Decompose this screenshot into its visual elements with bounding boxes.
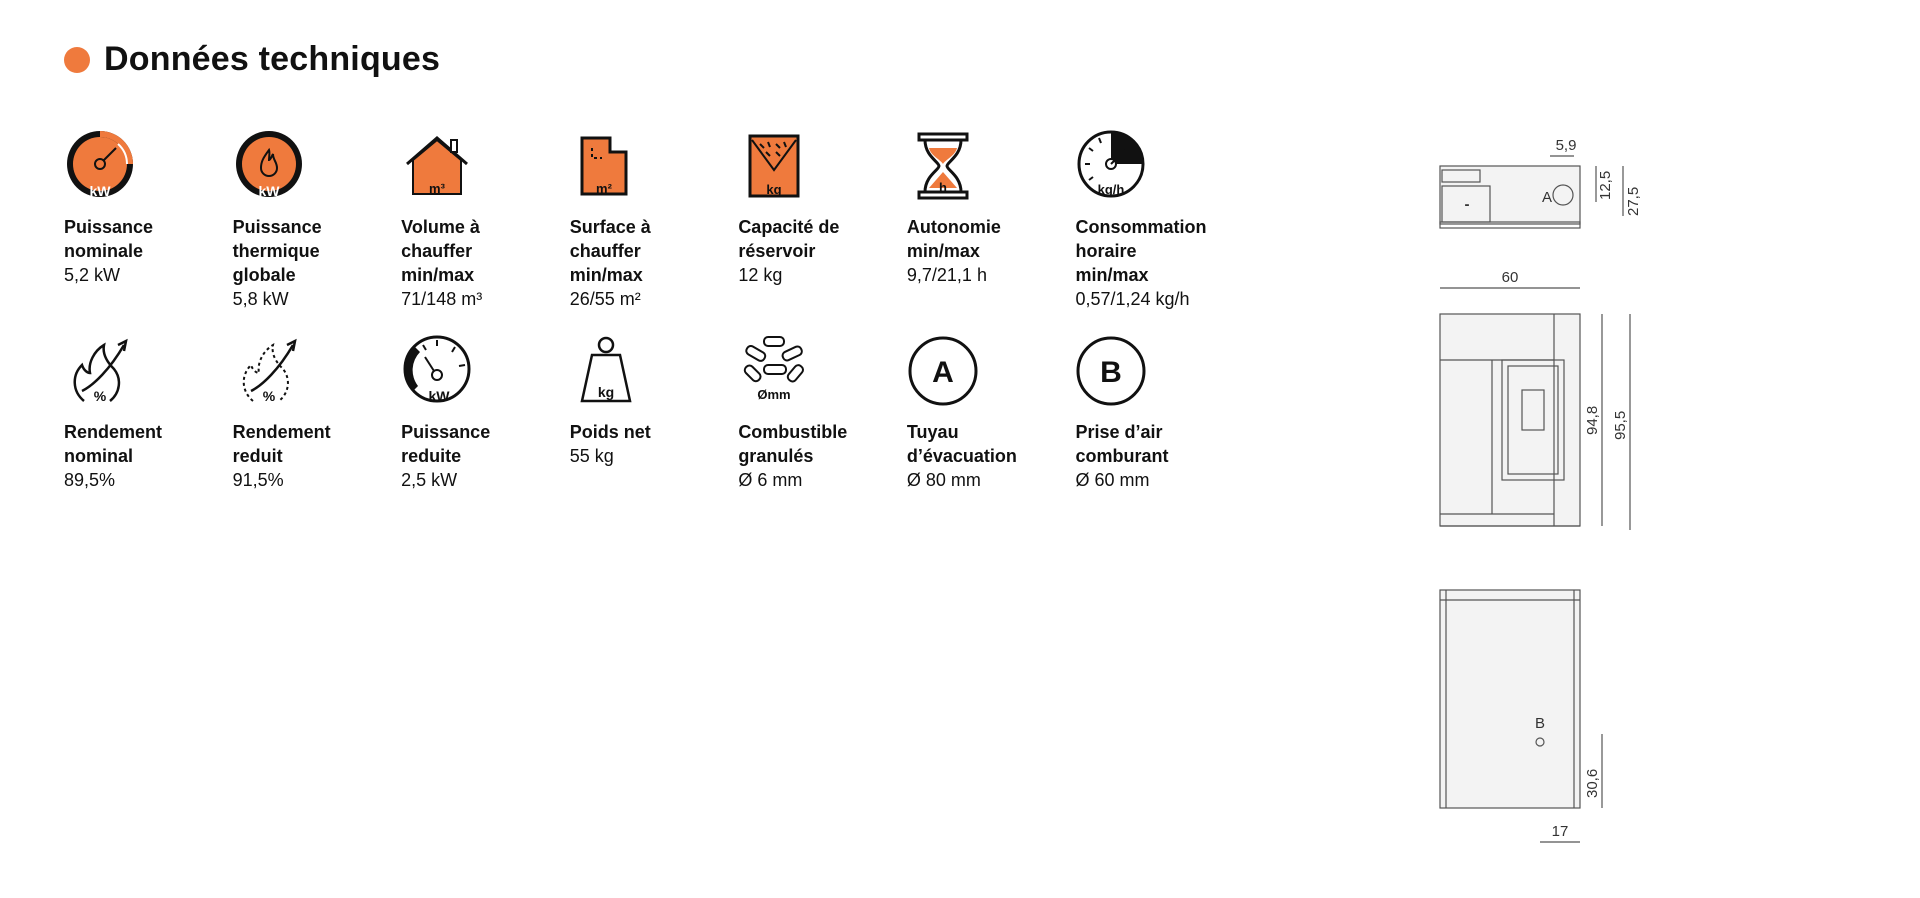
spec-consommation <box>1075 130 1244 335</box>
circle-a-icon <box>907 335 979 407</box>
spec-rendement-reduit <box>233 335 402 515</box>
house-volume-icon <box>401 130 473 202</box>
spec-value: Ø 80 mm <box>906 470 981 490</box>
svg-text:%: % <box>262 388 275 404</box>
svg-text:h: h <box>938 180 947 195</box>
spec-label: Consommation horaire min/max <box>1075 217 1207 285</box>
tank-icon <box>738 130 810 202</box>
label-a: A <box>1541 189 1553 206</box>
spec-value: 71/148 m³ <box>401 289 483 309</box>
spec-rendement-nominal <box>64 335 233 515</box>
spec-value: 5,8 kW <box>232 289 289 309</box>
svg-text:kg/h: kg/h <box>1098 182 1125 197</box>
orange-dot-icon <box>64 47 90 73</box>
spec-label: Puissance nominale <box>64 217 154 261</box>
dim-95-5: 95,5 <box>1612 410 1629 440</box>
spec-label: Puissance reduite <box>401 422 491 466</box>
label-dash: - <box>1464 196 1470 213</box>
specs-grid <box>64 130 1244 515</box>
spec-puissance-nominale <box>64 130 233 335</box>
spec-value: 12 kg <box>738 265 783 285</box>
spec-label: Rendement nominal <box>64 422 163 466</box>
spec-label: Tuyau d’évacuation <box>906 422 1017 466</box>
spec-value: 9,7/21,1 h <box>906 265 987 285</box>
spec-combustible <box>738 335 907 515</box>
specs-row-2 <box>64 335 1244 515</box>
spec-value: 89,5% <box>64 470 116 490</box>
dim-12-5: 12,5 <box>1597 170 1614 200</box>
technical-drawings <box>1420 130 1650 850</box>
spec-tuyau-evacuation <box>907 335 1076 515</box>
svg-text:B: B <box>1100 356 1123 389</box>
spec-reservoir <box>738 130 907 335</box>
reduced-power-gauge-icon <box>401 335 473 407</box>
pellets-icon <box>738 335 810 407</box>
section-header <box>64 40 440 79</box>
back-view-drawing <box>1440 590 1602 842</box>
spec-volume <box>401 130 570 335</box>
spec-puissance-thermique <box>233 130 402 335</box>
spec-label: Autonomie min/max <box>906 217 1001 261</box>
efficiency-flame-icon <box>64 335 136 407</box>
svg-text:m²: m² <box>595 181 612 196</box>
kw-gauge-icon <box>64 130 136 202</box>
spec-autonomie <box>907 130 1076 335</box>
dim-27-5: 27,5 <box>1625 186 1642 216</box>
dim-17: 17 <box>1551 823 1569 840</box>
hourglass-icon <box>907 130 979 202</box>
svg-text:kW: kW <box>258 183 280 199</box>
reduced-efficiency-icon <box>233 335 305 407</box>
floor-surface-icon <box>570 130 642 202</box>
spec-surface <box>570 130 739 335</box>
spec-label: Surface à chauffer min/max <box>569 217 651 285</box>
spec-value: Ø 6 mm <box>738 470 803 490</box>
front-view-drawing <box>1440 314 1630 530</box>
svg-text:Ømm: Ømm <box>757 387 791 402</box>
svg-text:kg: kg <box>766 182 782 197</box>
svg-text:kW: kW <box>89 183 111 199</box>
spec-label: Prise d’air comburant <box>1075 422 1169 466</box>
dim-94-8: 94,8 <box>1584 405 1601 435</box>
spec-label: Rendement reduit <box>232 422 331 466</box>
dim-30-6: 30,6 <box>1584 768 1601 798</box>
spec-label: Puissance thermique globale <box>232 217 322 285</box>
spec-label: Capacité de réservoir <box>738 217 840 261</box>
top-view-drawing <box>1440 156 1623 288</box>
flame-gauge-icon <box>233 130 305 202</box>
page-title: Données techniques <box>104 40 441 78</box>
stove-dimension-drawings <box>1420 130 1650 850</box>
svg-text:m³: m³ <box>429 181 446 196</box>
label-b: B <box>1534 715 1546 732</box>
spec-value: 26/55 m² <box>569 289 641 309</box>
spec-label: Combustible granulés <box>738 422 848 466</box>
spec-value: 2,5 kW <box>401 470 458 490</box>
spec-value: Ø 60 mm <box>1075 470 1150 490</box>
spec-value: 55 kg <box>569 446 614 466</box>
spec-value: 0,57/1,24 kg/h <box>1075 289 1190 309</box>
dim-5-9: 5,9 <box>1555 137 1577 154</box>
spec-puissance-reduite <box>401 335 570 515</box>
kgh-gauge-icon <box>1075 130 1147 202</box>
weight-icon <box>570 335 642 407</box>
spec-value: 5,2 kW <box>64 265 121 285</box>
specs-row-1 <box>64 130 1244 335</box>
spec-poids <box>570 335 739 515</box>
circle-b-icon <box>1075 335 1147 407</box>
spec-label: Poids net <box>569 422 651 442</box>
svg-text:%: % <box>93 388 107 404</box>
spec-label: Volume à chauffer min/max <box>401 217 480 285</box>
svg-text:A: A <box>932 356 954 389</box>
dim-60: 60 <box>1501 269 1519 286</box>
spec-prise-air <box>1075 335 1244 515</box>
spec-value: 91,5% <box>232 470 284 490</box>
svg-text:kW: kW <box>428 388 450 404</box>
svg-text:kg: kg <box>597 384 614 400</box>
